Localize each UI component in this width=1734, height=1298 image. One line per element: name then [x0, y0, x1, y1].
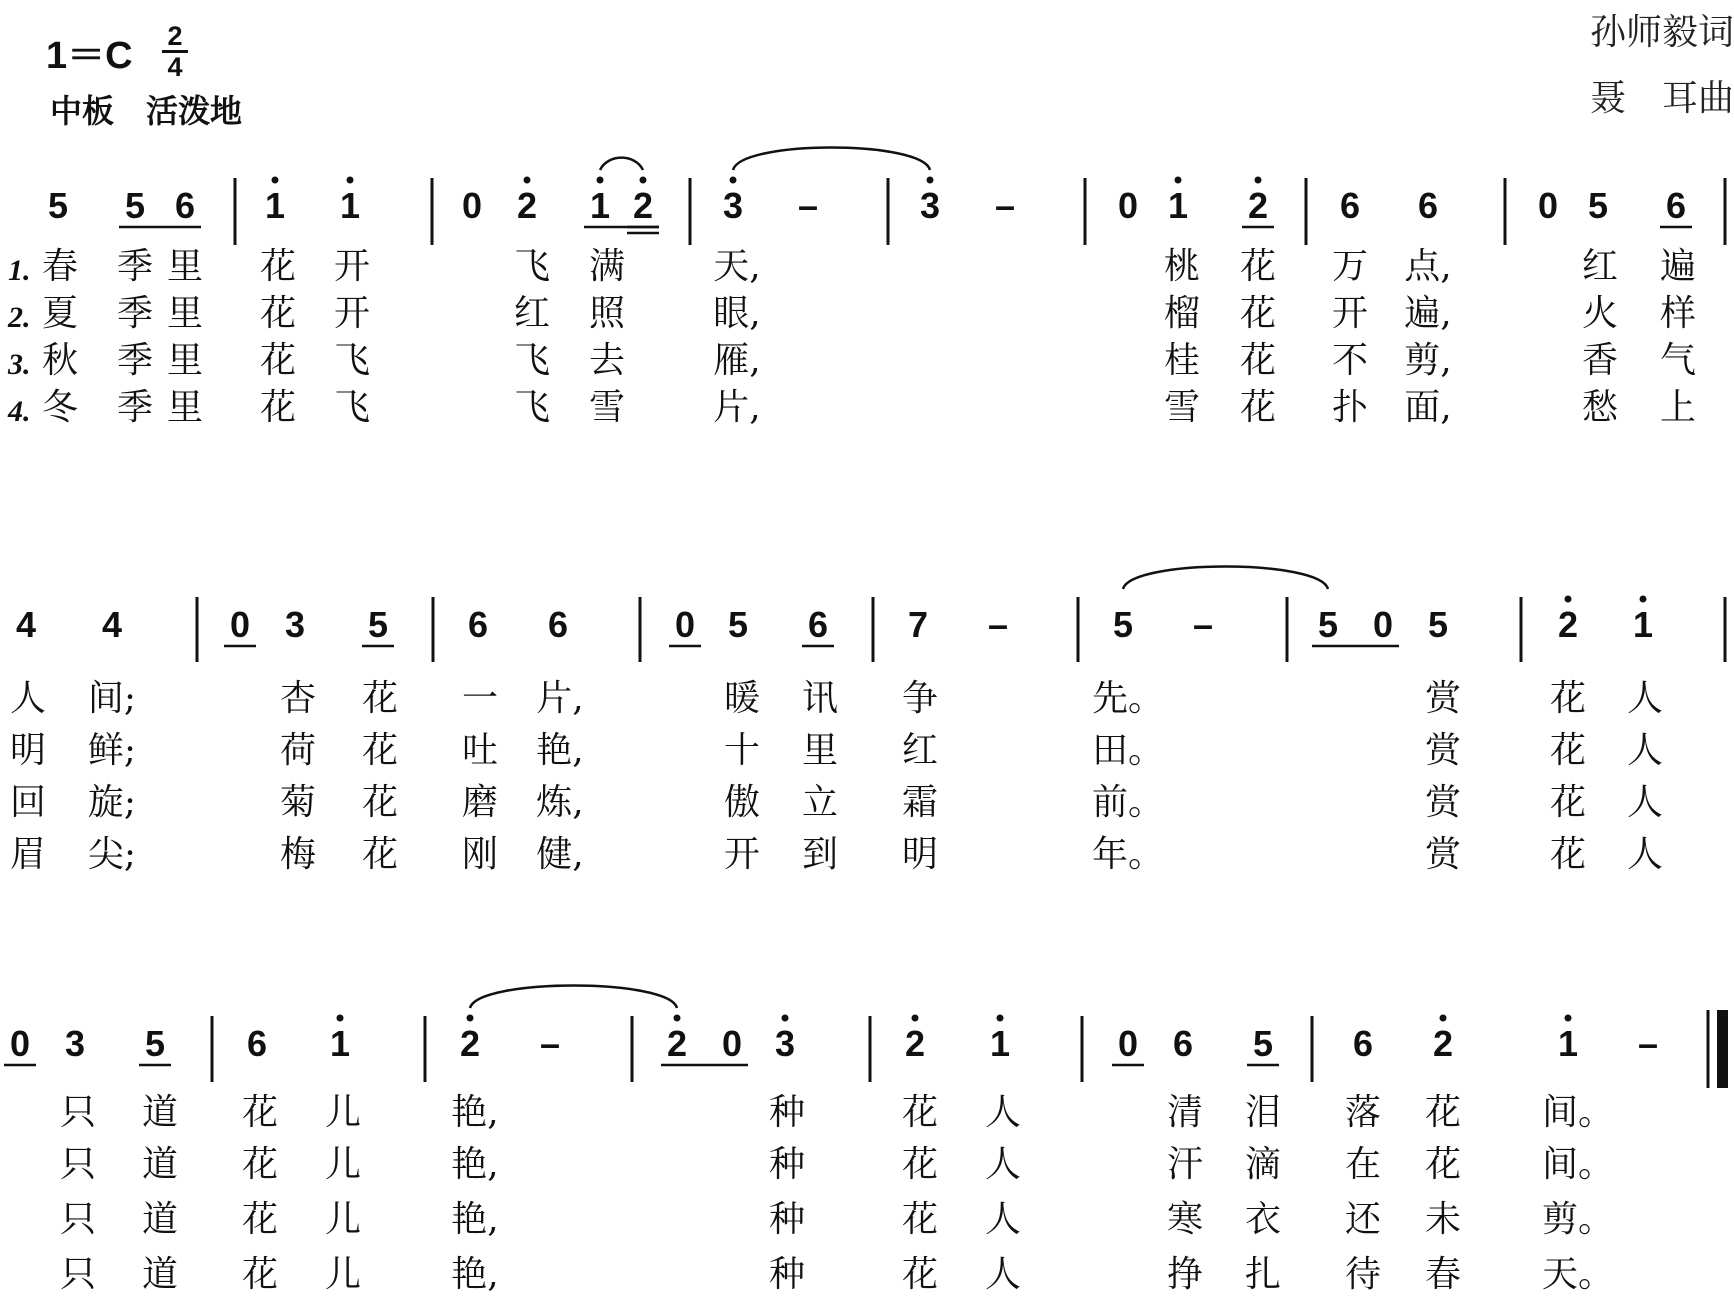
lyric-syllable: 一 — [461, 678, 499, 719]
lyric-syllable: 未 — [1424, 1199, 1462, 1240]
octave-dot — [1175, 177, 1182, 184]
note-digit: 6 — [1339, 185, 1361, 226]
lyric-syllable: 香 — [1581, 340, 1619, 381]
note-digit: 5 — [727, 604, 749, 645]
lyric-syllable: 到 — [801, 834, 839, 875]
lyric-syllable: 衣 — [1244, 1199, 1282, 1240]
note-digit: 6 — [807, 604, 829, 645]
lyric-syllable: 赏 — [1424, 834, 1462, 875]
lyric-syllable: 春 — [41, 246, 79, 287]
composer-credit: 聂 耳曲 — [1589, 78, 1734, 119]
lyric-syllable: 花 — [1424, 1144, 1462, 1185]
lyric-syllable: 开 — [723, 834, 761, 875]
verse-number: 2. — [8, 301, 31, 334]
note-digit: 1 — [264, 185, 286, 226]
lyric-syllable: 去 — [588, 340, 626, 381]
note-digit: 6 — [174, 185, 196, 226]
lyric-syllable: 立 — [801, 782, 839, 823]
lyric-syllable: 里 — [166, 387, 204, 428]
time-signature-numerator: 2 — [167, 21, 183, 51]
lyric-syllable: 花 — [259, 246, 297, 287]
lyric-syllable: 种 — [768, 1092, 806, 1133]
lyric-syllable: 艳, — [536, 730, 584, 771]
lyric-syllable: 道 — [141, 1199, 179, 1240]
lyric-syllable: 道 — [141, 1092, 179, 1133]
note-digit: 5 — [1427, 604, 1449, 645]
lyric-syllable: 艳, — [451, 1199, 499, 1240]
lyric-syllable: 飞 — [513, 340, 551, 381]
lyric-syllable: 花 — [259, 340, 297, 381]
note-digit: 1 — [1557, 1023, 1579, 1064]
lyric-syllable: 磨 — [461, 782, 499, 823]
lyric-syllable: 红 — [513, 293, 551, 334]
octave-dot — [912, 1015, 919, 1022]
rest-dash: – — [1637, 1023, 1659, 1064]
lyric-syllable: 健, — [536, 834, 584, 875]
lyric-syllable: 花 — [1239, 340, 1277, 381]
note-digit: 2 — [516, 185, 538, 226]
note-digit: 2 — [459, 1023, 481, 1064]
lyric-syllable: 还 — [1344, 1199, 1382, 1240]
lyric-syllable: 道 — [141, 1254, 179, 1295]
note-digit: 2 — [904, 1023, 926, 1064]
lyric-syllable: 花 — [241, 1199, 279, 1240]
lyric-syllable: 季 — [116, 340, 154, 381]
octave-dot — [1565, 1015, 1572, 1022]
note-digit: 6 — [1665, 185, 1687, 226]
note-digit: 0 — [1372, 604, 1394, 645]
lyric-syllable: 开 — [1331, 293, 1369, 334]
note-digit: 2 — [1432, 1023, 1454, 1064]
lyric-syllable: 只 — [59, 1144, 97, 1185]
lyric-syllable: 里 — [166, 293, 204, 334]
lyric-syllable: 刚 — [461, 834, 499, 875]
note-digit: 5 — [47, 185, 69, 226]
lyric-syllable: 田。 — [1091, 730, 1165, 771]
lyric-syllable: 花 — [361, 834, 399, 875]
lyric-syllable: 点, — [1404, 246, 1452, 287]
note-digit: 2 — [666, 1023, 688, 1064]
note-digit: 5 — [1112, 604, 1134, 645]
lyric-syllable: 明 — [901, 834, 939, 875]
lyric-syllable: 种 — [768, 1144, 806, 1185]
octave-dot — [782, 1015, 789, 1022]
note-digit: 1 — [329, 1023, 351, 1064]
lyric-syllable: 儿 — [324, 1144, 362, 1185]
key-signature: 1＝C — [46, 35, 133, 77]
lyric-syllable: 种 — [768, 1199, 806, 1240]
lyric-syllable: 人 — [1626, 678, 1664, 719]
lyric-syllable: 季 — [116, 387, 154, 428]
lyric-syllable: 火 — [1581, 293, 1619, 334]
lyric-syllable: 气 — [1659, 340, 1697, 381]
lyric-syllable: 儿 — [324, 1199, 362, 1240]
lyric-syllable: 红 — [901, 730, 939, 771]
octave-dot — [1440, 1015, 1447, 1022]
lyric-syllable: 花 — [901, 1144, 939, 1185]
lyric-syllable: 人 — [1626, 782, 1664, 823]
note-digit: 5 — [144, 1023, 166, 1064]
octave-dot — [730, 177, 737, 184]
system-1 — [7, 148, 1725, 429]
lyric-syllable: 寒 — [1166, 1199, 1204, 1240]
note-digit: 5 — [1587, 185, 1609, 226]
verse-number: 3. — [8, 348, 31, 381]
lyric-syllable: 天。 — [1541, 1254, 1615, 1295]
octave-dot — [467, 1015, 474, 1022]
lyric-syllable: 人 — [1626, 730, 1664, 771]
lyric-syllable: 春 — [1424, 1254, 1462, 1295]
lyric-syllable: 道 — [141, 1144, 179, 1185]
tie-curve — [733, 148, 930, 171]
lyric-syllable: 傲 — [723, 782, 761, 823]
rest-dash: – — [987, 604, 1009, 645]
rest-dash: – — [797, 185, 819, 226]
lyric-syllable: 花 — [259, 387, 297, 428]
lyric-syllable: 花 — [1424, 1092, 1462, 1133]
lyric-syllable: 花 — [1549, 678, 1587, 719]
note-digit: 2 — [632, 185, 654, 226]
lyric-syllable: 花 — [1239, 246, 1277, 287]
lyric-syllable: 飞 — [333, 387, 371, 428]
lyric-syllable: 人 — [9, 678, 47, 719]
octave-dot — [347, 177, 354, 184]
system-3 — [4, 986, 1728, 1296]
tie-curve — [470, 986, 677, 1009]
lyric-syllable: 飞 — [513, 387, 551, 428]
lyric-syllable: 滴 — [1244, 1144, 1282, 1185]
lyric-syllable: 回 — [9, 782, 47, 823]
lyric-syllable: 雪 — [588, 387, 626, 428]
lyric-syllable: 扑 — [1331, 387, 1369, 428]
tempo-marking: 中板 活泼地 — [50, 93, 243, 129]
lyric-syllable: 花 — [241, 1254, 279, 1295]
lyric-syllable: 花 — [901, 1092, 939, 1133]
note-digit: 2 — [1557, 604, 1579, 645]
system-2 — [10, 567, 1725, 876]
lyric-syllable: 艳, — [451, 1254, 499, 1295]
lyric-syllable: 花 — [361, 730, 399, 771]
note-digit: 6 — [246, 1023, 268, 1064]
lyric-syllable: 眉 — [9, 834, 47, 875]
lyric-syllable: 挣 — [1166, 1254, 1204, 1295]
note-digit: 3 — [774, 1023, 796, 1064]
lyric-syllable: 扎 — [1244, 1254, 1282, 1295]
lyric-syllable: 花 — [1549, 730, 1587, 771]
lyric-syllable: 红 — [1581, 246, 1619, 287]
note-digit: 0 — [721, 1023, 743, 1064]
lyric-syllable: 霜 — [901, 782, 939, 823]
lyric-syllable: 开 — [333, 246, 371, 287]
lyric-syllable: 炼, — [536, 782, 584, 823]
lyric-syllable: 清 — [1166, 1092, 1204, 1133]
lyric-syllable: 人 — [984, 1199, 1022, 1240]
note-digit: 1 — [1632, 604, 1654, 645]
note-digit: 7 — [907, 604, 929, 645]
lyric-syllable: 暖 — [723, 678, 761, 719]
rest-dash: – — [1192, 604, 1214, 645]
lyric-syllable: 飞 — [333, 340, 371, 381]
lyric-syllable: 秋 — [41, 340, 79, 381]
lyric-syllable: 讯 — [801, 678, 839, 719]
note-digit: 3 — [722, 185, 744, 226]
octave-dot — [337, 1015, 344, 1022]
note-digit: 0 — [1117, 185, 1139, 226]
final-barline-thick — [1717, 1010, 1728, 1088]
lyric-syllable: 只 — [59, 1199, 97, 1240]
lyric-syllable: 先。 — [1091, 678, 1165, 719]
lyric-syllable: 雁, — [713, 340, 761, 381]
octave-dot — [1255, 177, 1262, 184]
lyric-syllable: 人 — [984, 1092, 1022, 1133]
lyric-syllable: 剪, — [1404, 340, 1452, 381]
note-digit: 5 — [1317, 604, 1339, 645]
note-digit: 4 — [15, 604, 37, 645]
lyric-syllable: 花 — [259, 293, 297, 334]
octave-dot — [1640, 596, 1647, 603]
lyric-syllable: 尖; — [87, 834, 137, 875]
note-digit: 0 — [461, 185, 483, 226]
lyric-syllable: 冬 — [41, 387, 79, 428]
lyric-syllable: 艳, — [451, 1144, 499, 1185]
lyric-syllable: 花 — [241, 1092, 279, 1133]
time-signature-denominator: 4 — [167, 52, 183, 82]
lyric-syllable: 遍 — [1659, 246, 1697, 287]
note-digit: 4 — [101, 604, 123, 645]
octave-dot — [640, 177, 647, 184]
lyric-syllable: 间; — [87, 678, 137, 719]
lyric-syllable: 花 — [361, 782, 399, 823]
lyric-syllable: 吐 — [461, 730, 499, 771]
lyric-syllable: 只 — [59, 1254, 97, 1295]
rest-dash: – — [539, 1023, 561, 1064]
note-digit: 3 — [919, 185, 941, 226]
lyric-syllable: 前。 — [1091, 782, 1165, 823]
note-digit: 1 — [589, 185, 611, 226]
note-digit: 3 — [284, 604, 306, 645]
note-digit: 0 — [9, 1023, 31, 1064]
lyric-syllable: 间。 — [1541, 1092, 1615, 1133]
lyric-syllable: 满 — [588, 246, 626, 287]
lyric-syllable: 花 — [1239, 387, 1277, 428]
lyric-syllable: 照 — [588, 293, 626, 334]
lyric-syllable: 花 — [901, 1254, 939, 1295]
lyric-syllable: 年。 — [1091, 834, 1165, 875]
octave-dot — [272, 177, 279, 184]
lyric-syllable: 杏 — [279, 678, 317, 719]
lyricist-credit: 孙师毅词 — [1589, 12, 1734, 53]
note-digit: 6 — [1352, 1023, 1374, 1064]
lyric-syllable: 样 — [1659, 293, 1697, 334]
note-digit: 0 — [674, 604, 696, 645]
lyric-syllable: 花 — [361, 678, 399, 719]
lyric-syllable: 待 — [1344, 1254, 1382, 1295]
note-digit: 0 — [1117, 1023, 1139, 1064]
tie-curve — [600, 158, 643, 170]
lyric-syllable: 汗 — [1166, 1144, 1204, 1185]
lyric-syllable: 旋; — [87, 782, 137, 823]
rest-dash: – — [994, 185, 1016, 226]
lyric-syllable: 上 — [1659, 387, 1697, 428]
octave-dot — [524, 177, 531, 184]
lyric-syllable: 花 — [1549, 834, 1587, 875]
verse-number: 4. — [8, 395, 31, 428]
lyric-syllable: 片, — [536, 678, 584, 719]
lyric-syllable: 争 — [901, 678, 939, 719]
lyric-syllable: 剪。 — [1541, 1199, 1615, 1240]
lyric-syllable: 落 — [1344, 1092, 1382, 1133]
note-digit: 6 — [467, 604, 489, 645]
lyric-syllable: 梅 — [279, 834, 317, 875]
lyric-syllable: 花 — [1239, 293, 1277, 334]
lyric-syllable: 花 — [901, 1199, 939, 1240]
lyric-syllable: 里 — [166, 340, 204, 381]
lyric-syllable: 桃 — [1163, 246, 1201, 287]
note-digit: 5 — [124, 185, 146, 226]
octave-dot — [927, 177, 934, 184]
lyric-syllable: 人 — [984, 1144, 1022, 1185]
lyric-syllable: 菊 — [279, 782, 317, 823]
lyric-syllable: 飞 — [513, 246, 551, 287]
octave-dot — [997, 1015, 1004, 1022]
lyric-syllable: 季 — [116, 293, 154, 334]
note-digit: 5 — [367, 604, 389, 645]
note-digit: 1 — [339, 185, 361, 226]
lyric-syllable: 鲜; — [87, 730, 137, 771]
lyric-syllable: 只 — [59, 1092, 97, 1133]
lyric-syllable: 人 — [1626, 834, 1664, 875]
note-digit: 1 — [989, 1023, 1011, 1064]
note-digit: 5 — [1252, 1023, 1274, 1064]
note-digit: 0 — [229, 604, 251, 645]
verse-number: 1. — [8, 254, 31, 287]
octave-dot — [597, 177, 604, 184]
note-digit: 1 — [1167, 185, 1189, 226]
note-digit: 6 — [1172, 1023, 1194, 1064]
lyric-syllable: 种 — [768, 1254, 806, 1295]
lyric-syllable: 遍, — [1404, 293, 1452, 334]
lyric-syllable: 人 — [984, 1254, 1022, 1295]
lyric-syllable: 儿 — [324, 1254, 362, 1295]
tie-curve — [1123, 567, 1328, 590]
lyric-syllable: 夏 — [41, 293, 79, 334]
lyric-syllable: 里 — [801, 730, 839, 771]
lyric-syllable: 赏 — [1424, 678, 1462, 719]
lyric-syllable: 花 — [1549, 782, 1587, 823]
note-digit: 6 — [547, 604, 569, 645]
lyric-syllable: 雪 — [1163, 387, 1201, 428]
lyric-syllable: 明 — [9, 730, 47, 771]
octave-dot — [674, 1015, 681, 1022]
lyric-syllable: 季 — [116, 246, 154, 287]
lyric-syllable: 儿 — [324, 1092, 362, 1133]
lyric-syllable: 面, — [1404, 387, 1452, 428]
lyric-syllable: 荷 — [279, 730, 317, 771]
lyric-syllable: 赏 — [1424, 782, 1462, 823]
lyric-syllable: 桂 — [1163, 340, 1201, 381]
lyric-syllable: 在 — [1344, 1144, 1382, 1185]
lyric-syllable: 开 — [333, 293, 371, 334]
lyric-syllable: 天, — [713, 246, 761, 287]
note-digit: 2 — [1247, 185, 1269, 226]
lyric-syllable: 艳, — [451, 1092, 499, 1133]
lyric-syllable: 花 — [241, 1144, 279, 1185]
lyric-syllable: 榴 — [1163, 293, 1201, 334]
lyric-syllable: 不 — [1331, 340, 1369, 381]
lyric-syllable: 十 — [723, 730, 761, 771]
lyric-syllable: 里 — [166, 246, 204, 287]
lyric-syllable: 间。 — [1541, 1144, 1615, 1185]
lyric-syllable: 片, — [713, 387, 761, 428]
lyric-syllable: 赏 — [1424, 730, 1462, 771]
note-digit: 3 — [64, 1023, 86, 1064]
lyric-syllable: 泪 — [1244, 1092, 1282, 1133]
note-digit: 6 — [1417, 185, 1439, 226]
octave-dot — [1565, 596, 1572, 603]
note-digit: 0 — [1537, 185, 1559, 226]
lyric-syllable: 万 — [1331, 246, 1369, 287]
lyric-syllable: 愁 — [1581, 387, 1619, 428]
lyric-syllable: 眼, — [713, 293, 761, 334]
